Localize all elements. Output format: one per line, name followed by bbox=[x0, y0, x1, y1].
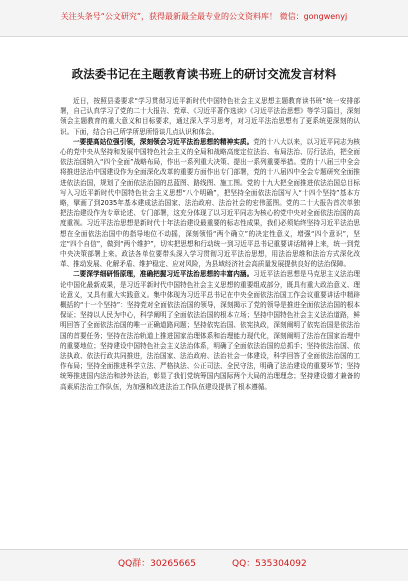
paragraph-section-one bbox=[60, 137, 360, 270]
paragraph-intro-text: 近日，按照县委要求“学习贯彻习近平新时代中国特色社会主义思想主题教育读书班”统一安排部署，自己认真学习了党的二十大报告、党章、《习近平著作选读》《习近平法治思想》等学习篇目，深刻领会主题教育的重大意义和目标要求，通过深入学习思考，对习近平法治思想有了更系统更深刻的认识。下面，结合自己所学所思所悟谈几点认识和体会。 bbox=[60, 97, 360, 136]
section-two-text: 习近平法治思想是马克思主义法治理论中国化最新成果，是习近平新时代中国特色社会主义思想的重要组成部分，既具有重大政治意义、理论意义，又具有重大实践意义。集中体现为习近平总书记在中央全面依法治国工作会议重要讲话中精辟概括的“十一个坚持”：坚持党对全面依法治国的领导，深刻揭示了党的领导是推进全面依法治国的根本保证；坚持以人民为中心，科学阐明了全面依法治国的根本立场；坚持中国特色社会主义法治道路，鲜明回答了全面依法治国的唯一正确道路问题；坚持依宪治国、依宪执政，深刻阐明了依宪治国是依法治国的首要任务；坚持在法治轨道上推进国家治理体系和治理能力现代化，深刻阐明了法治在国家治理中的重要地位；坚持建设中国特色社会主义法治体系，明确了全面依法治国的总抓手；坚持依法治国、依法执政、依法行政共同推进，法治国家、法治政府、法治社会一体建设，科学回答了全面依法治国的工作布局；坚持全面推进科学立法、严格执法、公正司法、全民守法，明确了法治建设的重要环节；坚持统筹推进国内法治和涉外法治，彰显了我们党统筹国内国际两个大局的治理理念；坚持建设德才兼备的高素质法治工作队伍，为加强和改进法治工作队伍建设提供了根本遵循。 bbox=[60, 270, 360, 391]
qq-group-number: QQ群：30265665 bbox=[118, 559, 196, 569]
document-title: 政法委书记在主题教育读书班上的研讨交流发言材料 bbox=[71, 67, 337, 81]
section-one-text: 党的十八大以来，以习近平同志为核心的党中央从坚持和发展中国特色社会主义的全局和战略高度定位法治、布局法治、厉行法治，把全面依法治国纳入“四个全面”战略布局，作出一系列重大决策、提出一系列重要举措。党的十八届三中全会将推进法治中国建设作为全面深化改革的重要方面作出专门部署，党的十八届四中全会专题研究全面推进依法治国，规划了全面依法治国的总蓝图、路线图、施工图。党的十九大把全面推进依法治国总目标写入习近平新时代中国特色社会主义思想“八个明确”，把坚持全面依法治国写入“十四个坚持”基本方略，擘画了到2035年基本建成法治国家、法治政府、法治社会的宏伟蓝图。党的二十大报告首次单独把法治建设作为专章论述、专门部署，这充分体现了以习近平同志为核心的党中央对全面依法治国的高度重视。习近平法治思想是新时代十年法治建设最重要的标志性成果，我们必须始终坚持习近平法治思想在全面依法治国中的指导地位不动摇，深刻领悟“两个确立”的决定性意义，增强“四个意识”，坚定“四个自信”，做到“两个维护”，切实把思想和行动统一到习近平总书记重要讲话精神上来，统一到党中央决策部署上来。政法各单位要带头深入学习贯彻习近平法治思想，用法治思维和法治方式深化改革、推动发展、化解矛盾、维护稳定、应对风险，为县域经济社会高质量发展提供良好的法治保障。 bbox=[60, 137, 360, 269]
top-banner bbox=[0, 0, 408, 37]
qq-contact-number: QQ：535304092 bbox=[232, 559, 307, 569]
section-one-heading: 一要提高站位强引领，深刻领会习近平法治思想的精神实质。 bbox=[73, 137, 254, 146]
promo-banner-text: 关注头条号“公文研究”，获得最新最全最专业的公文资料库！ 微信：gongwenyj bbox=[60, 12, 348, 21]
paragraph-intro bbox=[60, 96, 360, 137]
bottom-banner bbox=[0, 549, 408, 581]
section-two-heading: 二要深学细研悟原理，准确把握习近平法治思想的丰富内涵。 bbox=[73, 270, 254, 279]
paragraph-section-two bbox=[60, 269, 360, 391]
document-body bbox=[60, 96, 360, 536]
